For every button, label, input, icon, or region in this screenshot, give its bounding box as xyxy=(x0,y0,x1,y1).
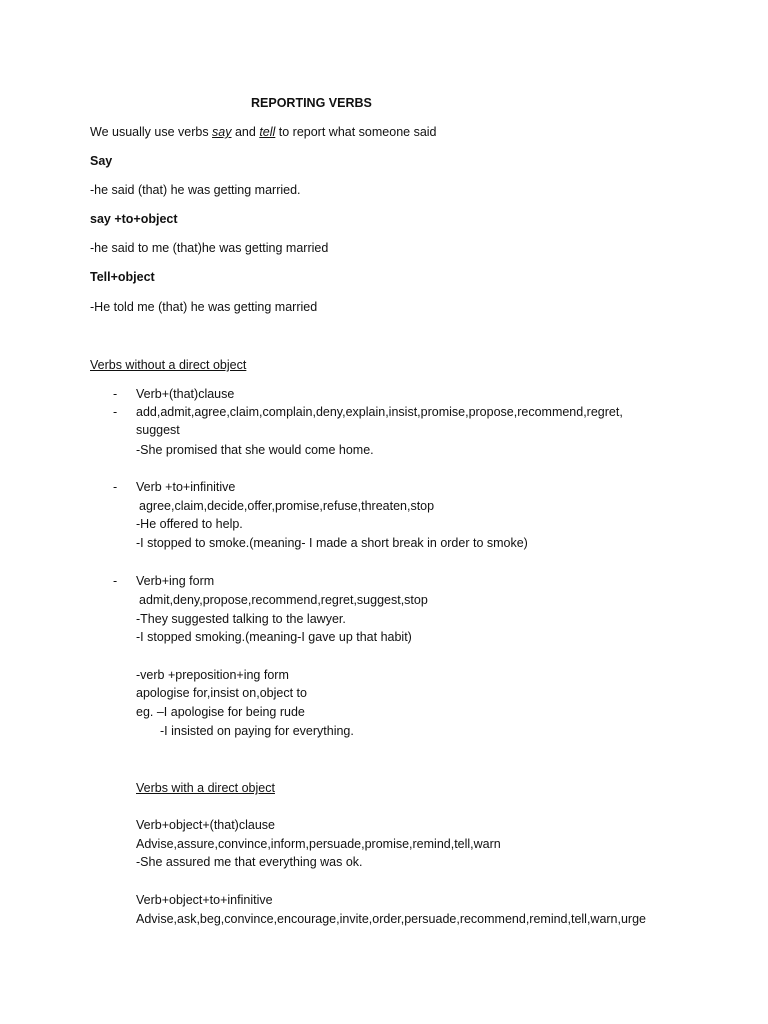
say-to-example: -he said to me (that)he was getting married xyxy=(90,241,329,255)
verb-object-that-clause-title: Verb+object+(that)clause xyxy=(136,818,275,832)
intro-and: and xyxy=(231,125,260,139)
tell-example: -He told me (that) he was getting married xyxy=(90,300,318,314)
page-title: REPORTING VERBS xyxy=(251,96,372,110)
intro-say: say xyxy=(212,125,232,139)
verb-ing-form-list: admit,deny,propose,recommend,regret,suggest,stop xyxy=(139,593,428,607)
verb-preposition-ing-title: -verb +preposition+ing form xyxy=(136,668,289,682)
verb-object-to-infinitive-title: Verb+object+to+infinitive xyxy=(136,893,273,907)
verb-to-infinitive-example-2: -I stopped to smoke.(meaning- I made a short break in order to smoke) xyxy=(136,536,528,550)
intro-line xyxy=(90,124,437,140)
verb-that-clause-list: add,admit,agree,claim,complain,deny,explain,insist,promise,propose,recommend,regret, xyxy=(136,405,623,419)
say-heading: Say xyxy=(90,154,113,168)
verb-preposition-ing-list: apologise for,insist on,object to xyxy=(136,686,307,700)
verb-ing-form-example-2: -I stopped smoking.(meaning-I gave up that habit) xyxy=(136,630,412,644)
bullet-marker: - xyxy=(113,387,118,401)
intro-after: to report what someone said xyxy=(275,125,437,139)
say-example: -he said (that) he was getting married. xyxy=(90,183,301,197)
verb-object-to-infinitive-list: Advise,ask,beg,convince,encourage,invite,order,persuade,recommend,remind,tell,warn,urge xyxy=(136,912,647,926)
verb-ing-form-title: Verb+ing form xyxy=(136,574,215,588)
verb-that-clause-title: Verb+(that)clause xyxy=(136,387,235,401)
verb-preposition-ing-example-1: eg. –I apologise for being rude xyxy=(136,705,305,719)
verb-to-infinitive-example-1: -He offered to help. xyxy=(136,517,243,531)
bullet-marker: - xyxy=(113,480,118,494)
verb-ing-form-example-1: -They suggested talking to the lawyer. xyxy=(136,612,346,626)
verb-preposition-ing-example-2: -I insisted on paying for everything. xyxy=(160,724,354,738)
bullet-marker: - xyxy=(113,405,118,419)
intro-tell: tell xyxy=(259,125,276,139)
tell-heading: Tell+object xyxy=(90,270,155,284)
verb-to-infinitive-list: agree,claim,decide,offer,promise,refuse,threaten,stop xyxy=(139,499,435,513)
section-heading-direct-object: Verbs with a direct object xyxy=(136,781,275,795)
verb-that-clause-list-cont: suggest xyxy=(136,423,180,437)
verb-object-that-clause-example: -She assured me that everything was ok. xyxy=(136,855,363,869)
bullet-marker: - xyxy=(113,574,118,588)
verb-object-that-clause-list: Advise,assure,convince,inform,persuade,promise,remind,tell,warn xyxy=(136,837,501,851)
section-heading-no-object: Verbs without a direct object xyxy=(90,358,247,372)
verb-to-infinitive-title: Verb +to+infinitive xyxy=(136,480,236,494)
intro-before: We usually use verbs xyxy=(90,125,213,139)
say-to-heading: say +to+object xyxy=(90,212,178,226)
verb-that-clause-example: -She promised that she would come home. xyxy=(136,443,374,457)
